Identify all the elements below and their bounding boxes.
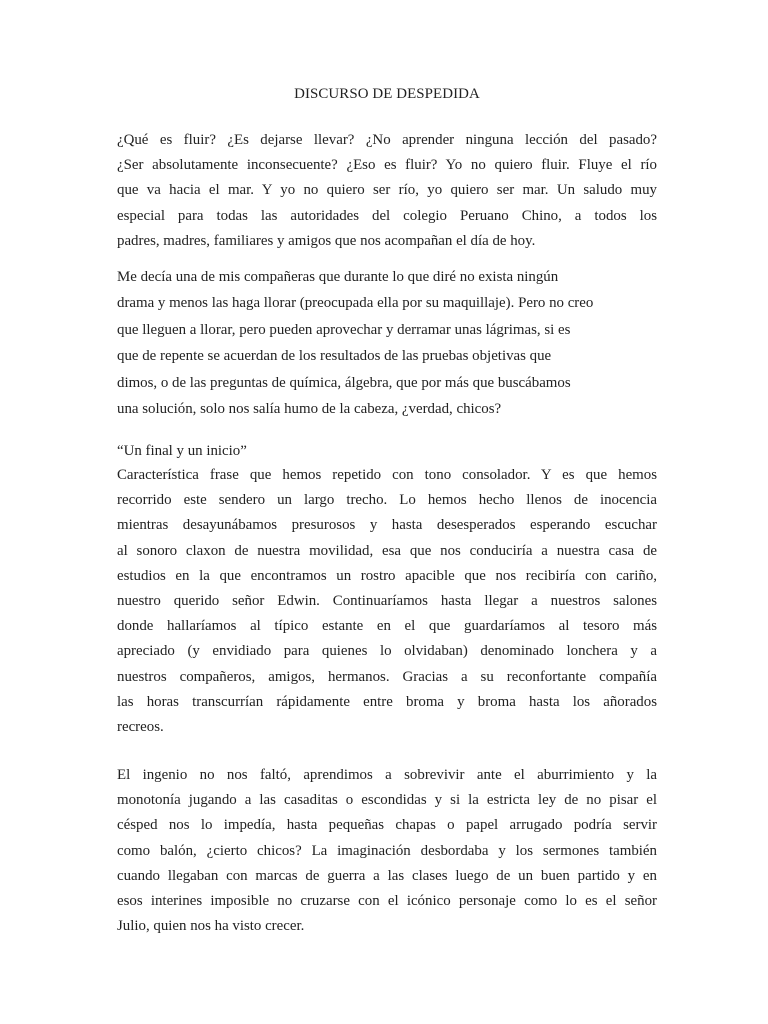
paragraph-2 [117,264,657,422]
paragraph-line: recreos. [117,719,164,736]
paragraph-line: dimos, o de las preguntas de química, álgebra, que por más que buscábamos [117,374,571,391]
paragraph-line: drama y menos las haga llorar (preocupada ella por su maquillaje). Pero no creo [117,295,594,312]
document-title: DISCURSO DE DESPEDIDA [294,86,480,102]
paragraph-line: ¿Ser absolutamente inconsecuente? ¿Eso es fluir? Yo no quiero fluir. Fluye el río [117,157,657,174]
paragraph-line: que de repente se acuerdan de los resultados de las pruebas objetivas que [117,348,552,365]
paragraph-line: Me decía una de mis compañeras que durante lo que diré no exista ningún [117,269,559,285]
paragraph-line: recorrido este sendero un largo trecho. Lo hemos hecho llenos de inocencia [117,492,657,509]
paragraph-line: nuestros compañeros, amigos, hermanos. Gracias a su reconfortante compañía [117,668,657,685]
paragraph-line: que va hacia el mar. Y yo no quiero ser río, yo quiero ser mar. Un saludo muy [117,182,657,199]
paragraph-4 [117,763,657,939]
paragraph-line: nuestro querido señor Edwin. Continuaríamos hasta llegar a nuestros salones [117,593,657,610]
paragraph-line: cuando llegaban con marcas de guerra a las clases luego de un buen partido y en [117,867,657,884]
paragraph-line: apreciado (y envidiado para quienes lo olvidaban) denominado lonchera y a [117,643,657,660]
document-page [117,0,657,1024]
paragraph-line: una solución, solo nos salía humo de la cabeza, ¿verdad, chicos? [117,401,502,418]
paragraph-line: Característica frase que hemos repetido con tono consolador. Y es que hemos [117,467,657,483]
paragraph-line: especial para todas las autoridades del colegio Peruano Chino, a todos los [117,207,657,224]
paragraph-line: El ingenio no nos faltó, aprendimos a sobrevivir ante el aburrimiento y la [117,767,657,783]
paragraph-line: padres, madres, familiares y amigos que nos acompañan el día de hoy. [117,232,536,249]
paragraph-line: monotonía jugando a las casaditas o escondidas y si la estricta ley de no pisar el [117,792,657,809]
paragraph-line: ¿Qué es fluir? ¿Es dejarse llevar? ¿No aprender ninguna lección del pasado? [117,132,657,148]
paragraph-line: las horas transcurrían rápidamente entre broma y broma hasta los añorados [117,693,657,710]
paragraph-line: que lleguen a llorar, pero pueden aprovechar y derramar unas lágrimas, si es [117,321,571,338]
paragraph-line: estudios en la que encontramos un rostro apacible que nos recibiría con cariño, [117,567,657,584]
paragraph-line: césped nos lo impedía, hasta pequeñas chapas o papel arrugado podría servir [117,817,657,834]
paragraph-line: mientras desayunábamos presurosos y hasta desesperados esperando escuchar [117,517,657,534]
paragraph-line: esos interines imposible no cruzarse con el icónico personaje como lo es el señor [117,893,657,910]
paragraph-line: Julio, quien nos ha visto crecer. [117,918,305,935]
paragraph-3 [117,463,657,740]
paragraph-line: donde hallaríamos al típico estante en el que guardaríamos al tesoro más [117,618,657,635]
section-subtitle: “Un final y un inicio” [117,443,247,459]
paragraph-line: al sonoro claxon de nuestra movilidad, esa que nos conduciría a nuestra casa de [117,542,657,559]
paragraph-1 [117,128,657,254]
paragraph-line: como balón, ¿cierto chicos? La imaginación desbordaba y los sermones también [117,842,657,859]
